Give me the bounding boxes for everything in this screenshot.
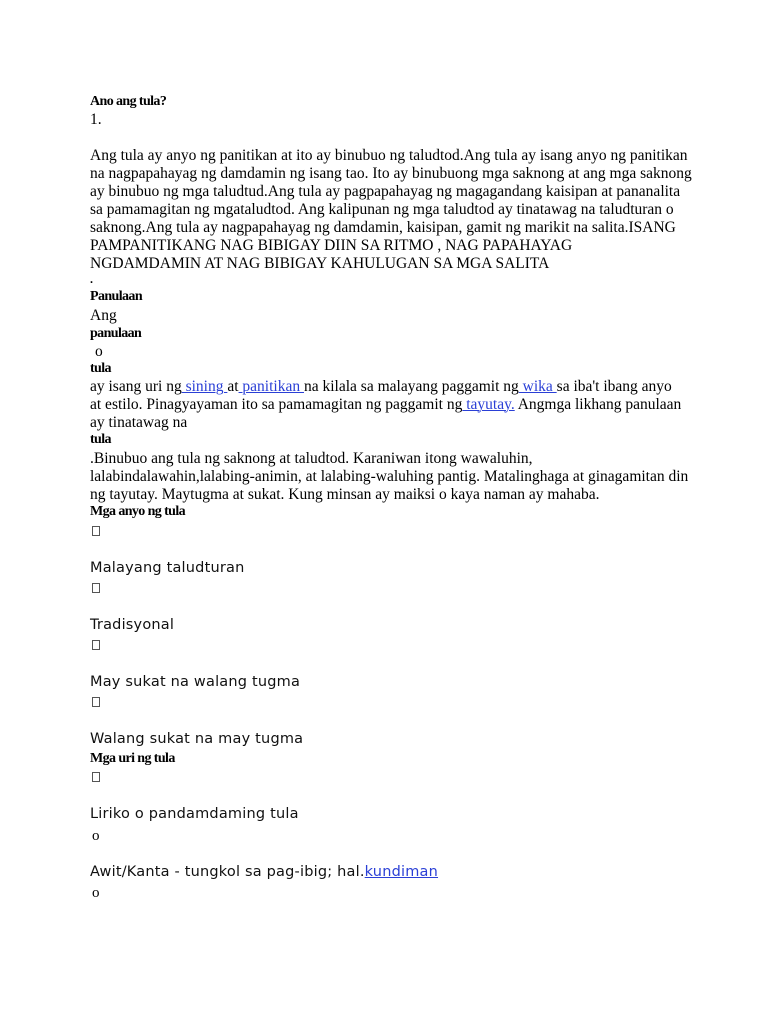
section-heading-panulaan: Panulaan	[90, 289, 142, 304]
text-segment: sa iba't ibang anyo	[556, 378, 672, 395]
text-segment: Angmga likhang panulaan	[514, 396, 682, 413]
text-o: o	[95, 343, 103, 360]
text-segment: at	[227, 378, 239, 395]
intro-line: na nagpapahayag ng damdamin ng isang tao. Ito ay binubuong mga saknong at ang mga saknong	[90, 165, 692, 182]
bullet-box-icon	[92, 526, 100, 536]
text-segment: at estilo. Pinagyayaman ito sa pamamagitan ng paggamit ng	[90, 396, 463, 413]
link-tayutay[interactable]: tayutay.	[462, 396, 515, 413]
uri-item-awit	[90, 864, 438, 880]
anyo-item-tradisyonal: Tradisyonal	[90, 617, 175, 633]
intro-line: sa pamamagitan ng mgataludtod. Ang kalipunan ng mga taludtod ay tinatawag na taludturan o	[90, 201, 674, 218]
bold-term-panulaan: panulaan	[90, 326, 142, 341]
panulaan-line-3: ay tinatawag na	[90, 414, 188, 431]
section-heading-uri: Mga uri ng tula	[90, 751, 175, 766]
bullet-box-icon	[92, 583, 100, 593]
section-heading-anyo: Mga anyo ng tula	[90, 504, 186, 519]
intro-line: saknong.Ang tula ay nagpapahayag ng damdamin, kaisipan, gamit ng marikit na salita.ISANG	[90, 219, 676, 236]
intro-line: NGDAMDAMIN AT NAG BIBIGAY KAHULUGAN SA MGA SALITA	[90, 255, 550, 272]
item-number: 1.	[90, 111, 102, 128]
desc-line: lalabindalawahin,lalabing-animin, at lalabing-waluhing pantig. Matalinghaga at ginagamitan din	[90, 468, 689, 485]
text-segment: Awit/Kanta - tungkol sa pag-ibig; hal.	[90, 864, 365, 880]
text-segment: ay isang uri ng	[90, 378, 182, 395]
text-segment: na kilala sa malayang paggamit ng	[303, 378, 519, 395]
anyo-item-may-sukat: May sukat na walang tugma	[90, 674, 301, 690]
bullet-box-icon	[92, 772, 100, 782]
circle-bullet-icon: o	[92, 885, 100, 901]
link-sining[interactable]: sining	[181, 378, 228, 395]
bold-term-tula: tula	[90, 361, 111, 376]
bullet-box-icon	[92, 640, 100, 650]
desc-line: .Binubuo ang tula ng saknong at taludtod. Karaniwan itong wawaluhin,	[90, 450, 533, 467]
separator-dot: .	[90, 272, 93, 286]
circle-bullet-icon: o	[92, 828, 100, 844]
panulaan-line-1	[90, 378, 672, 396]
link-panitikan[interactable]: panitikan	[238, 378, 304, 395]
link-kundiman[interactable]: kundiman	[364, 864, 439, 880]
page-title: Ano ang tula?	[90, 94, 167, 109]
bullet-box-icon	[92, 697, 100, 707]
anyo-item-walang-sukat: Walang sukat na may tugma	[90, 731, 304, 747]
desc-line: ng tayutay. Maytugma at sukat. Kung minsan ay maiksi o kaya naman ay mahaba.	[90, 486, 600, 503]
anyo-item-malayang: Malayang taludturan	[90, 560, 245, 576]
intro-line: Ang tula ay anyo ng panitikan at ito ay binubuo ng taludtod.Ang tula ay isang anyo ng panitikan	[90, 147, 688, 164]
intro-paragraph	[90, 147, 690, 273]
uri-item-liriko: Liriko o pandamdaming tula	[90, 806, 299, 822]
intro-line: PAMPANITIKANG NAG BIBIGAY DIIN SA RITMO , NAG PAPAHAYAG	[90, 237, 573, 254]
bold-term-tula-2: tula	[90, 432, 111, 447]
text-ang: Ang	[90, 307, 117, 324]
link-wika[interactable]: wika	[518, 378, 557, 395]
intro-line: ay binubuo ng mga taludtud.Ang tula ay pagpapahayag ng magagandang kaisipan at pananalita	[90, 183, 681, 200]
panulaan-line-2	[90, 396, 681, 414]
tula-description	[90, 450, 690, 504]
